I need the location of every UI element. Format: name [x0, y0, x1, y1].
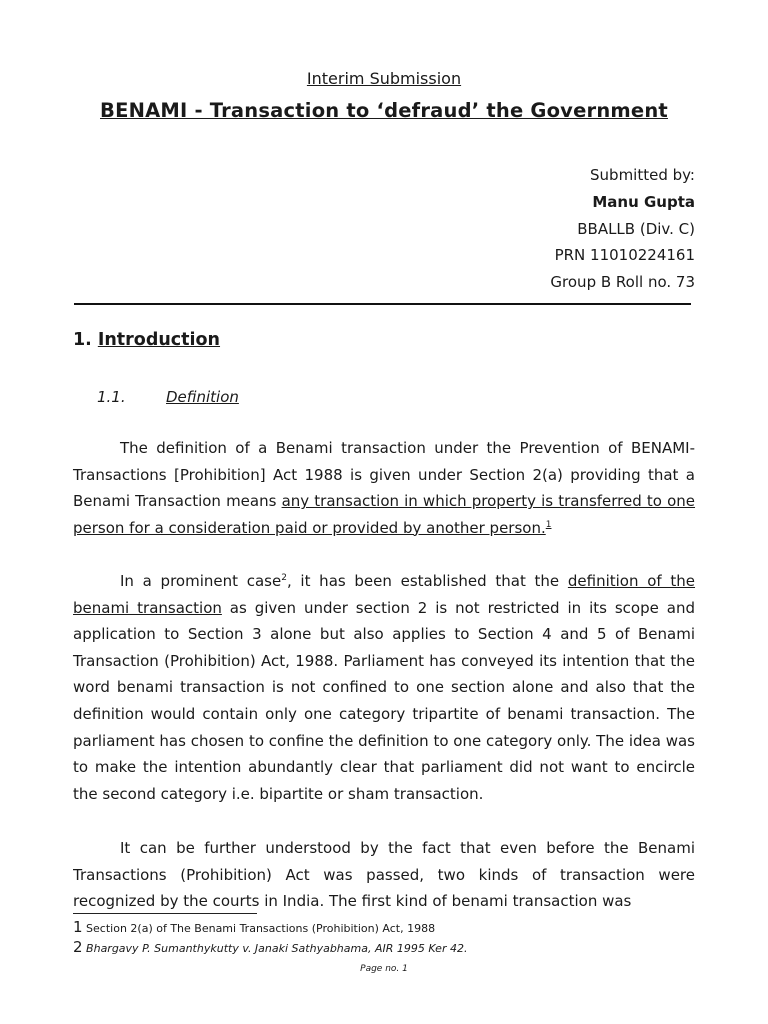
paragraph-text: In a prominent case — [120, 572, 282, 590]
footnote-2 — [73, 938, 467, 958]
definition-quote: any transaction in which property is transferred to one person for a consideration paid or provided by another person. — [73, 492, 696, 537]
paragraph-definition — [73, 435, 695, 541]
paragraph-text: It can be further understood by the fact that even before the Benami Transactions (Prohibition) Act was passed, two kinds of transaction were recognized by the courts in India. The first kind of benami transaction was — [73, 839, 695, 911]
author-course: BBALLB (Div. C) — [577, 219, 695, 238]
paragraph-text: The definition of a Benami transaction under the Prevention of BENAMI-Transactions [Prohibition] Act 1988 is given under Section 2(a) providing that a Benami Transaction means — [73, 439, 695, 511]
footnote-divider — [73, 913, 257, 914]
subsection-number: 1.1. — [97, 388, 126, 406]
subsection-heading-definition — [97, 388, 239, 406]
paragraph-two-kinds — [73, 835, 695, 915]
section-number: 1. — [73, 330, 92, 350]
document-title-text: BENAMI - Transaction to ‘defraud’ the Government — [100, 99, 668, 122]
footnote-number: 2 — [73, 938, 83, 956]
document-title — [0, 99, 768, 122]
footnote-ref-1[interactable]: 1 — [545, 519, 552, 530]
header-divider — [74, 303, 691, 305]
section-heading-introduction — [73, 330, 220, 350]
author-group: Group B Roll no. 73 — [550, 273, 695, 292]
definition-reference: definition of the benami transaction — [73, 572, 696, 617]
subsection-label: Definition — [166, 388, 239, 406]
footnote-number: 1 — [73, 918, 83, 936]
document-kicker: Interim Submission — [306, 69, 462, 88]
section-label: Introduction — [97, 330, 221, 350]
footnote-ref-2[interactable]: 2 — [281, 573, 287, 583]
paragraph-prominent-case — [73, 568, 695, 807]
paragraph-text: , it has been established that the — [286, 572, 568, 590]
paragraph-text: as given under section 2 is not restricted in its scope and application to Section 3 alone but also applies to Section 4 and 5 of Benami Transaction (Prohibition) Act, 1988. Parliament has conveyed its intention that the word benami transaction is not confined to one section alone and also that the definition would contain only one category tripartite of benami transaction. The parliament has chosen to confine the definition to one category only. The idea was to make the intention abundantly clear that parliament did not want to encircle the second category i.e. bipartite or sham transaction. — [73, 598, 696, 803]
submitted-by-label: Submitted by: — [590, 166, 695, 184]
footnote-text: Section 2(a) of The Benami Transactions (Prohibition) Act, 1988 — [86, 922, 436, 935]
author-prn: PRN 11010224161 — [554, 246, 695, 265]
submission-details — [550, 162, 695, 296]
footnotes — [73, 918, 467, 958]
footnote-1 — [73, 918, 467, 938]
author-name: Manu Gupta — [592, 192, 695, 211]
footnote-text: Bhargavy P. Sumanthykutty v. Janaki Sathyabhama, AIR 1995 Ker 42. — [86, 942, 468, 955]
page-number: Page no. 1 — [360, 964, 408, 974]
